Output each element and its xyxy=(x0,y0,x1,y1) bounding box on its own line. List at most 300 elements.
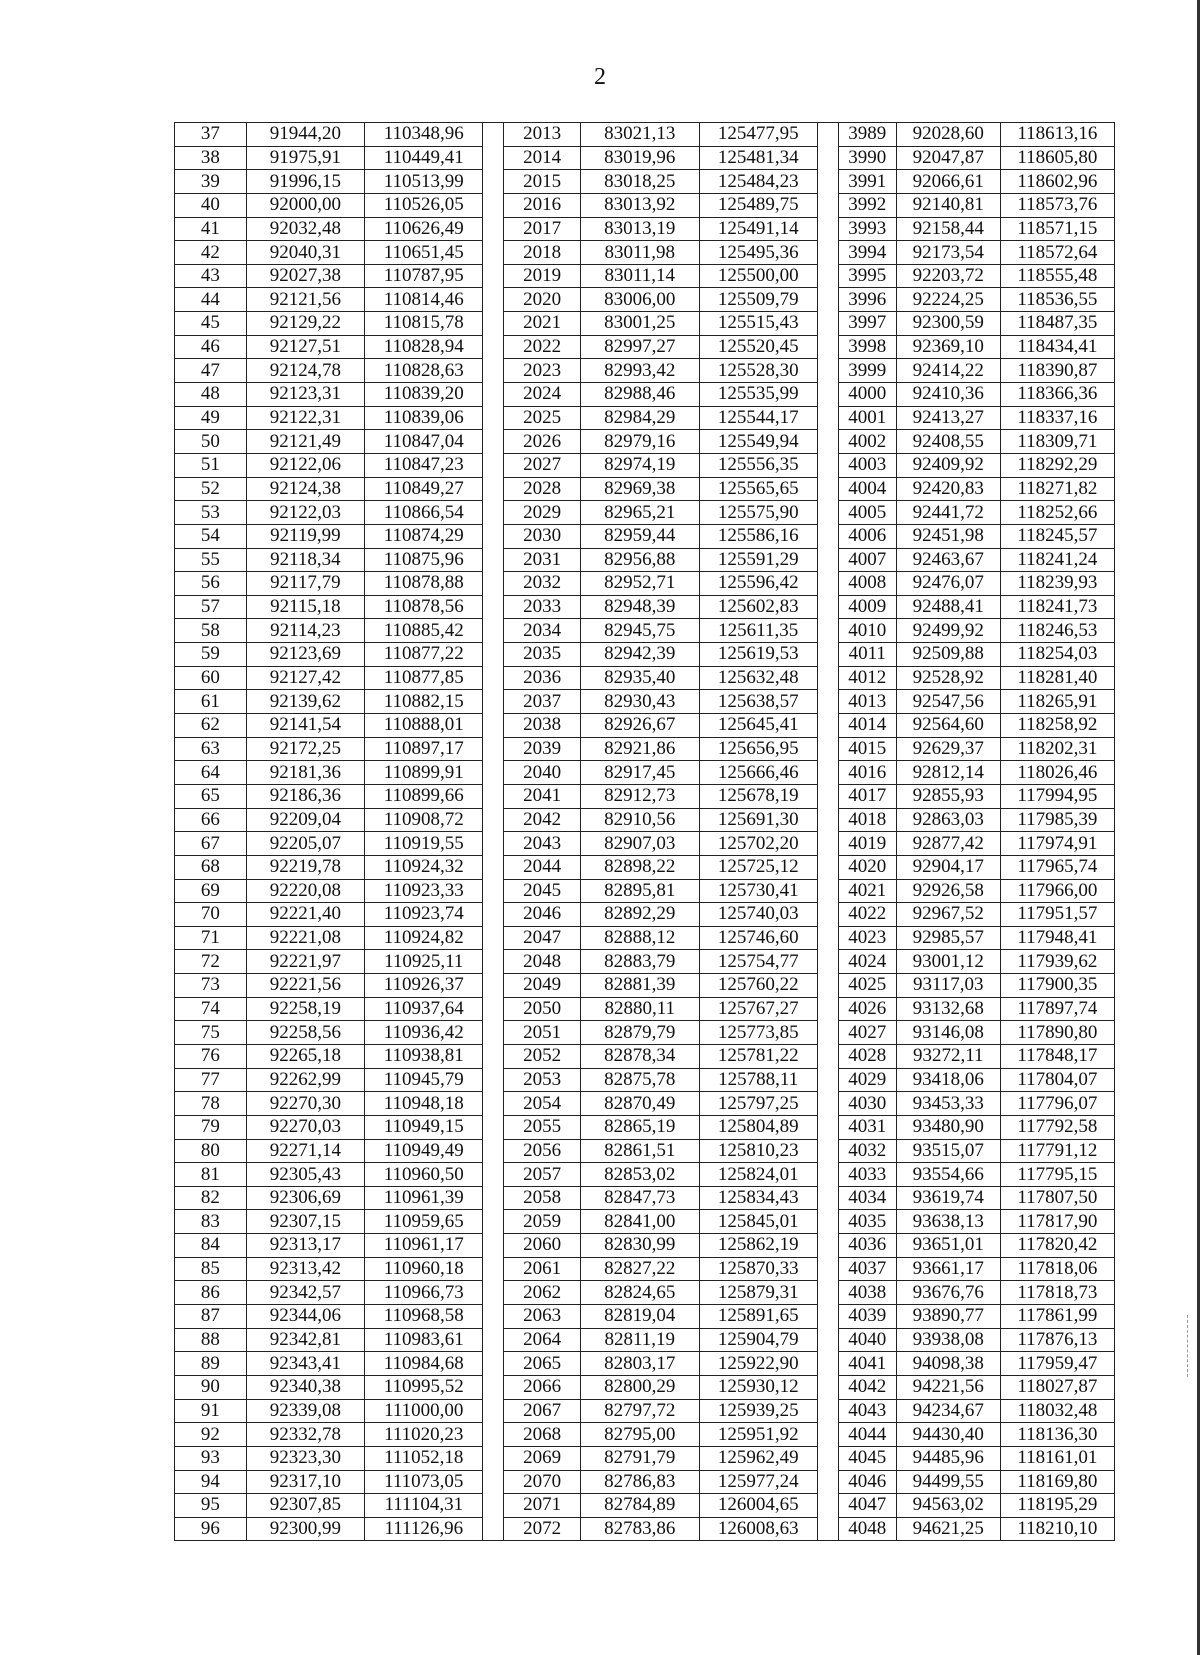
column-group-separator xyxy=(483,146,504,170)
y-coordinate-cell: 118434,41 xyxy=(1000,335,1114,359)
y-coordinate-cell: 118605,80 xyxy=(1000,146,1114,170)
column-group-separator xyxy=(817,1517,838,1541)
x-coordinate-cell: 82921,86 xyxy=(581,737,699,761)
x-coordinate-cell: 93515,07 xyxy=(896,1139,1000,1163)
x-coordinate-cell: 82912,73 xyxy=(581,784,699,808)
point-number-cell: 2064 xyxy=(504,1328,581,1352)
y-coordinate-cell: 111020,23 xyxy=(365,1423,483,1447)
x-coordinate-cell: 82795,00 xyxy=(581,1423,699,1447)
table-row xyxy=(175,1234,1115,1258)
point-number-cell: 2033 xyxy=(504,595,581,619)
x-coordinate-cell: 94485,96 xyxy=(896,1446,1000,1470)
point-number-cell: 2044 xyxy=(504,855,581,879)
point-number-cell: 4043 xyxy=(838,1399,896,1423)
column-group-separator xyxy=(817,193,838,217)
x-coordinate-cell: 82853,02 xyxy=(581,1163,699,1187)
column-group-separator xyxy=(483,217,504,241)
y-coordinate-cell: 125632,48 xyxy=(699,666,817,690)
point-number-cell: 2067 xyxy=(504,1399,581,1423)
column-group-separator xyxy=(817,1021,838,1045)
point-number-cell: 3991 xyxy=(838,170,896,194)
point-number-cell: 2040 xyxy=(504,761,581,785)
column-group-separator xyxy=(483,666,504,690)
column-group-separator xyxy=(817,1281,838,1305)
x-coordinate-cell: 92343,41 xyxy=(246,1352,364,1376)
table-row xyxy=(175,170,1115,194)
page-number: 2 xyxy=(594,64,606,90)
column-group-separator xyxy=(817,808,838,832)
point-number-cell: 43 xyxy=(175,264,247,288)
x-coordinate-cell: 93132,68 xyxy=(896,997,1000,1021)
point-number-cell: 4006 xyxy=(838,524,896,548)
table-row xyxy=(175,1092,1115,1116)
coordinates-table-body xyxy=(175,123,1115,1541)
x-coordinate-cell: 82974,19 xyxy=(581,453,699,477)
y-coordinate-cell: 118241,73 xyxy=(1000,595,1114,619)
point-number-cell: 4035 xyxy=(838,1210,896,1234)
x-coordinate-cell: 92926,58 xyxy=(896,879,1000,903)
x-coordinate-cell: 92313,42 xyxy=(246,1257,364,1281)
column-group-separator xyxy=(483,1186,504,1210)
point-number-cell: 54 xyxy=(175,524,247,548)
y-coordinate-cell: 118258,92 xyxy=(1000,714,1114,738)
x-coordinate-cell: 92313,17 xyxy=(246,1234,364,1258)
table-row xyxy=(175,406,1115,430)
y-coordinate-cell: 110815,78 xyxy=(365,312,483,336)
column-group-separator xyxy=(817,430,838,454)
x-coordinate-cell: 92855,93 xyxy=(896,784,1000,808)
x-coordinate-cell: 92032,48 xyxy=(246,217,364,241)
column-group-separator xyxy=(817,406,838,430)
x-coordinate-cell: 82819,04 xyxy=(581,1305,699,1329)
column-group-separator xyxy=(483,501,504,525)
table-row xyxy=(175,548,1115,572)
point-number-cell: 4040 xyxy=(838,1328,896,1352)
point-number-cell: 57 xyxy=(175,595,247,619)
x-coordinate-cell: 92205,07 xyxy=(246,832,364,856)
column-group-separator xyxy=(483,1163,504,1187)
x-coordinate-cell: 92306,69 xyxy=(246,1186,364,1210)
point-number-cell: 4046 xyxy=(838,1470,896,1494)
y-coordinate-cell: 125520,45 xyxy=(699,335,817,359)
x-coordinate-cell: 82883,79 xyxy=(581,950,699,974)
table-row xyxy=(175,193,1115,217)
y-coordinate-cell: 125939,25 xyxy=(699,1399,817,1423)
y-coordinate-cell: 110651,45 xyxy=(365,241,483,265)
x-coordinate-cell: 93272,11 xyxy=(896,1044,1000,1068)
point-number-cell: 2072 xyxy=(504,1517,581,1541)
x-coordinate-cell: 94621,25 xyxy=(896,1517,1000,1541)
x-coordinate-cell: 82880,11 xyxy=(581,997,699,1021)
y-coordinate-cell: 110878,56 xyxy=(365,595,483,619)
column-group-separator xyxy=(817,1328,838,1352)
point-number-cell: 2049 xyxy=(504,974,581,998)
y-coordinate-cell: 110937,64 xyxy=(365,997,483,1021)
point-number-cell: 2056 xyxy=(504,1139,581,1163)
y-coordinate-cell: 110983,61 xyxy=(365,1328,483,1352)
point-number-cell: 94 xyxy=(175,1470,247,1494)
x-coordinate-cell: 82910,56 xyxy=(581,808,699,832)
y-coordinate-cell: 118136,30 xyxy=(1000,1423,1114,1447)
column-group-separator xyxy=(483,477,504,501)
x-coordinate-cell: 83006,00 xyxy=(581,288,699,312)
x-coordinate-cell: 92499,92 xyxy=(896,619,1000,643)
y-coordinate-cell: 118271,82 xyxy=(1000,477,1114,501)
table-row xyxy=(175,264,1115,288)
y-coordinate-cell: 117994,95 xyxy=(1000,784,1114,808)
y-coordinate-cell: 125870,33 xyxy=(699,1257,817,1281)
column-group-separator xyxy=(483,383,504,407)
y-coordinate-cell: 110919,55 xyxy=(365,832,483,856)
y-coordinate-cell: 125691,30 xyxy=(699,808,817,832)
point-number-cell: 50 xyxy=(175,430,247,454)
table-row xyxy=(175,335,1115,359)
y-coordinate-cell: 125515,43 xyxy=(699,312,817,336)
x-coordinate-cell: 92451,98 xyxy=(896,524,1000,548)
table-row xyxy=(175,501,1115,525)
y-coordinate-cell: 110899,91 xyxy=(365,761,483,785)
y-coordinate-cell: 125484,23 xyxy=(699,170,817,194)
table-row xyxy=(175,997,1115,1021)
point-number-cell: 4044 xyxy=(838,1423,896,1447)
y-coordinate-cell: 125656,95 xyxy=(699,737,817,761)
y-coordinate-cell: 125773,85 xyxy=(699,1021,817,1045)
x-coordinate-cell: 82948,39 xyxy=(581,595,699,619)
column-group-separator xyxy=(483,1044,504,1068)
point-number-cell: 4021 xyxy=(838,879,896,903)
y-coordinate-cell: 125781,22 xyxy=(699,1044,817,1068)
point-number-cell: 4042 xyxy=(838,1375,896,1399)
x-coordinate-cell: 82824,65 xyxy=(581,1281,699,1305)
y-coordinate-cell: 118195,29 xyxy=(1000,1494,1114,1518)
point-number-cell: 53 xyxy=(175,501,247,525)
y-coordinate-cell: 125666,46 xyxy=(699,761,817,785)
x-coordinate-cell: 92141,54 xyxy=(246,714,364,738)
x-coordinate-cell: 92323,30 xyxy=(246,1446,364,1470)
point-number-cell: 4008 xyxy=(838,572,896,596)
table-row xyxy=(175,1044,1115,1068)
point-number-cell: 4045 xyxy=(838,1446,896,1470)
y-coordinate-cell: 118246,53 xyxy=(1000,619,1114,643)
x-coordinate-cell: 82935,40 xyxy=(581,666,699,690)
column-group-separator xyxy=(817,903,838,927)
point-number-cell: 93 xyxy=(175,1446,247,1470)
point-number-cell: 90 xyxy=(175,1375,247,1399)
x-coordinate-cell: 92344,06 xyxy=(246,1305,364,1329)
column-group-separator xyxy=(817,146,838,170)
x-coordinate-cell: 92114,23 xyxy=(246,619,364,643)
point-number-cell: 4027 xyxy=(838,1021,896,1045)
table-row xyxy=(175,1257,1115,1281)
point-number-cell: 4019 xyxy=(838,832,896,856)
point-number-cell: 2054 xyxy=(504,1092,581,1116)
column-group-separator xyxy=(483,1517,504,1541)
table-row xyxy=(175,666,1115,690)
point-number-cell: 61 xyxy=(175,690,247,714)
x-coordinate-cell: 92066,61 xyxy=(896,170,1000,194)
y-coordinate-cell: 110961,17 xyxy=(365,1234,483,1258)
point-number-cell: 2057 xyxy=(504,1163,581,1187)
point-number-cell: 92 xyxy=(175,1423,247,1447)
point-number-cell: 4039 xyxy=(838,1305,896,1329)
point-number-cell: 2021 xyxy=(504,312,581,336)
point-number-cell: 4002 xyxy=(838,430,896,454)
y-coordinate-cell: 125535,99 xyxy=(699,383,817,407)
column-group-separator xyxy=(817,241,838,265)
x-coordinate-cell: 94098,38 xyxy=(896,1352,1000,1376)
point-number-cell: 62 xyxy=(175,714,247,738)
column-group-separator xyxy=(817,1210,838,1234)
point-number-cell: 84 xyxy=(175,1234,247,1258)
table-row xyxy=(175,1115,1115,1139)
x-coordinate-cell: 92258,56 xyxy=(246,1021,364,1045)
column-group-separator xyxy=(817,926,838,950)
x-coordinate-cell: 92369,10 xyxy=(896,335,1000,359)
point-number-cell: 4036 xyxy=(838,1234,896,1258)
y-coordinate-cell: 125730,41 xyxy=(699,879,817,903)
y-coordinate-cell: 117959,47 xyxy=(1000,1352,1114,1376)
point-number-cell: 2046 xyxy=(504,903,581,927)
x-coordinate-cell: 92209,04 xyxy=(246,808,364,832)
column-group-separator xyxy=(483,643,504,667)
table-row xyxy=(175,1517,1115,1541)
x-coordinate-cell: 92224,25 xyxy=(896,288,1000,312)
y-coordinate-cell: 110984,68 xyxy=(365,1352,483,1376)
point-number-cell: 2025 xyxy=(504,406,581,430)
x-coordinate-cell: 82878,34 xyxy=(581,1044,699,1068)
point-number-cell: 2059 xyxy=(504,1210,581,1234)
table-row xyxy=(175,926,1115,950)
point-number-cell: 4025 xyxy=(838,974,896,998)
y-coordinate-cell: 118281,40 xyxy=(1000,666,1114,690)
column-group-separator xyxy=(483,1234,504,1258)
x-coordinate-cell: 92028,60 xyxy=(896,123,1000,147)
point-number-cell: 2041 xyxy=(504,784,581,808)
x-coordinate-cell: 82827,22 xyxy=(581,1257,699,1281)
y-coordinate-cell: 110839,20 xyxy=(365,383,483,407)
y-coordinate-cell: 125754,77 xyxy=(699,950,817,974)
y-coordinate-cell: 125804,89 xyxy=(699,1115,817,1139)
x-coordinate-cell: 91975,91 xyxy=(246,146,364,170)
column-group-separator xyxy=(817,453,838,477)
y-coordinate-cell: 117897,74 xyxy=(1000,997,1114,1021)
y-coordinate-cell: 125930,12 xyxy=(699,1375,817,1399)
y-coordinate-cell: 125977,24 xyxy=(699,1470,817,1494)
y-coordinate-cell: 125788,11 xyxy=(699,1068,817,1092)
y-coordinate-cell: 110348,96 xyxy=(365,123,483,147)
x-coordinate-cell: 93619,74 xyxy=(896,1186,1000,1210)
x-coordinate-cell: 82895,81 xyxy=(581,879,699,903)
y-coordinate-cell: 117804,07 xyxy=(1000,1068,1114,1092)
y-coordinate-cell: 110839,06 xyxy=(365,406,483,430)
point-number-cell: 4012 xyxy=(838,666,896,690)
y-coordinate-cell: 110897,17 xyxy=(365,737,483,761)
point-number-cell: 3996 xyxy=(838,288,896,312)
point-number-cell: 4028 xyxy=(838,1044,896,1068)
x-coordinate-cell: 92265,18 xyxy=(246,1044,364,1068)
x-coordinate-cell: 82956,88 xyxy=(581,548,699,572)
point-number-cell: 42 xyxy=(175,241,247,265)
y-coordinate-cell: 110882,15 xyxy=(365,690,483,714)
point-number-cell: 2069 xyxy=(504,1446,581,1470)
x-coordinate-cell: 92221,56 xyxy=(246,974,364,998)
x-coordinate-cell: 92124,38 xyxy=(246,477,364,501)
x-coordinate-cell: 93001,12 xyxy=(896,950,1000,974)
point-number-cell: 4001 xyxy=(838,406,896,430)
y-coordinate-cell: 117965,74 xyxy=(1000,855,1114,879)
column-group-separator xyxy=(817,288,838,312)
x-coordinate-cell: 92027,38 xyxy=(246,264,364,288)
point-number-cell: 2017 xyxy=(504,217,581,241)
x-coordinate-cell: 93938,08 xyxy=(896,1328,1000,1352)
point-number-cell: 89 xyxy=(175,1352,247,1376)
y-coordinate-cell: 118390,87 xyxy=(1000,359,1114,383)
point-number-cell: 4041 xyxy=(838,1352,896,1376)
y-coordinate-cell: 110526,05 xyxy=(365,193,483,217)
y-coordinate-cell: 125495,36 xyxy=(699,241,817,265)
table-row xyxy=(175,619,1115,643)
y-coordinate-cell: 117818,06 xyxy=(1000,1257,1114,1281)
table-row xyxy=(175,761,1115,785)
column-group-separator xyxy=(817,383,838,407)
x-coordinate-cell: 92220,08 xyxy=(246,879,364,903)
point-number-cell: 4016 xyxy=(838,761,896,785)
x-coordinate-cell: 92139,62 xyxy=(246,690,364,714)
column-group-separator xyxy=(483,548,504,572)
column-group-separator xyxy=(483,1021,504,1045)
point-number-cell: 2031 xyxy=(504,548,581,572)
y-coordinate-cell: 110966,73 xyxy=(365,1281,483,1305)
y-coordinate-cell: 125575,90 xyxy=(699,501,817,525)
column-group-separator xyxy=(483,453,504,477)
y-coordinate-cell: 110995,52 xyxy=(365,1375,483,1399)
table-row xyxy=(175,312,1115,336)
x-coordinate-cell: 92115,18 xyxy=(246,595,364,619)
point-number-cell: 41 xyxy=(175,217,247,241)
x-coordinate-cell: 92047,87 xyxy=(896,146,1000,170)
x-coordinate-cell: 82786,83 xyxy=(581,1470,699,1494)
y-coordinate-cell: 118161,01 xyxy=(1000,1446,1114,1470)
point-number-cell: 2065 xyxy=(504,1352,581,1376)
point-number-cell: 3995 xyxy=(838,264,896,288)
y-coordinate-cell: 126004,65 xyxy=(699,1494,817,1518)
point-number-cell: 59 xyxy=(175,643,247,667)
y-coordinate-cell: 118602,96 xyxy=(1000,170,1114,194)
y-coordinate-cell: 125611,35 xyxy=(699,619,817,643)
point-number-cell: 2053 xyxy=(504,1068,581,1092)
column-group-separator xyxy=(483,737,504,761)
y-coordinate-cell: 118027,87 xyxy=(1000,1375,1114,1399)
point-number-cell: 3997 xyxy=(838,312,896,336)
x-coordinate-cell: 82861,51 xyxy=(581,1139,699,1163)
point-number-cell: 72 xyxy=(175,950,247,974)
column-group-separator xyxy=(817,1446,838,1470)
y-coordinate-cell: 110847,23 xyxy=(365,453,483,477)
y-coordinate-cell: 125879,31 xyxy=(699,1281,817,1305)
point-number-cell: 2018 xyxy=(504,241,581,265)
column-group-separator xyxy=(483,903,504,927)
point-number-cell: 40 xyxy=(175,193,247,217)
x-coordinate-cell: 91996,15 xyxy=(246,170,364,194)
x-coordinate-cell: 83013,92 xyxy=(581,193,699,217)
y-coordinate-cell: 110814,46 xyxy=(365,288,483,312)
x-coordinate-cell: 93418,06 xyxy=(896,1068,1000,1092)
column-group-separator xyxy=(817,501,838,525)
x-coordinate-cell: 82945,75 xyxy=(581,619,699,643)
y-coordinate-cell: 125591,29 xyxy=(699,548,817,572)
point-number-cell: 4037 xyxy=(838,1257,896,1281)
column-group-separator xyxy=(817,761,838,785)
y-coordinate-cell: 118210,10 xyxy=(1000,1517,1114,1541)
column-group-separator xyxy=(483,193,504,217)
point-number-cell: 2034 xyxy=(504,619,581,643)
x-coordinate-cell: 92300,99 xyxy=(246,1517,364,1541)
x-coordinate-cell: 92305,43 xyxy=(246,1163,364,1187)
x-coordinate-cell: 92420,83 xyxy=(896,477,1000,501)
column-group-separator xyxy=(817,1044,838,1068)
table-row xyxy=(175,1281,1115,1305)
point-number-cell: 86 xyxy=(175,1281,247,1305)
x-coordinate-cell: 92221,97 xyxy=(246,950,364,974)
point-number-cell: 3990 xyxy=(838,146,896,170)
y-coordinate-cell: 110924,32 xyxy=(365,855,483,879)
x-coordinate-cell: 92967,52 xyxy=(896,903,1000,927)
table-row xyxy=(175,524,1115,548)
point-number-cell: 4026 xyxy=(838,997,896,1021)
y-coordinate-cell: 110866,54 xyxy=(365,501,483,525)
y-coordinate-cell: 125549,94 xyxy=(699,430,817,454)
point-number-cell: 96 xyxy=(175,1517,247,1541)
x-coordinate-cell: 94234,67 xyxy=(896,1399,1000,1423)
x-coordinate-cell: 82847,73 xyxy=(581,1186,699,1210)
table-row xyxy=(175,974,1115,998)
table-row xyxy=(175,572,1115,596)
point-number-cell: 4005 xyxy=(838,501,896,525)
y-coordinate-cell: 125586,16 xyxy=(699,524,817,548)
point-number-cell: 3993 xyxy=(838,217,896,241)
y-coordinate-cell: 125602,83 xyxy=(699,595,817,619)
table-row xyxy=(175,1021,1115,1045)
column-group-separator xyxy=(483,1446,504,1470)
x-coordinate-cell: 92127,51 xyxy=(246,335,364,359)
column-group-separator xyxy=(817,123,838,147)
x-coordinate-cell: 82803,17 xyxy=(581,1352,699,1376)
y-coordinate-cell: 118571,15 xyxy=(1000,217,1114,241)
x-coordinate-cell: 92342,57 xyxy=(246,1281,364,1305)
y-coordinate-cell: 110787,95 xyxy=(365,264,483,288)
y-coordinate-cell: 125481,34 xyxy=(699,146,817,170)
point-number-cell: 2035 xyxy=(504,643,581,667)
x-coordinate-cell: 92877,42 xyxy=(896,832,1000,856)
y-coordinate-cell: 110949,15 xyxy=(365,1115,483,1139)
table-row xyxy=(175,453,1115,477)
table-row xyxy=(175,123,1115,147)
column-group-separator xyxy=(483,832,504,856)
column-group-separator xyxy=(817,170,838,194)
y-coordinate-cell: 110877,22 xyxy=(365,643,483,667)
x-coordinate-cell: 92262,99 xyxy=(246,1068,364,1092)
point-number-cell: 3999 xyxy=(838,359,896,383)
x-coordinate-cell: 83021,13 xyxy=(581,123,699,147)
point-number-cell: 39 xyxy=(175,170,247,194)
x-coordinate-cell: 92127,42 xyxy=(246,666,364,690)
x-coordinate-cell: 92307,85 xyxy=(246,1494,364,1518)
column-group-separator xyxy=(483,1305,504,1329)
x-coordinate-cell: 82888,12 xyxy=(581,926,699,950)
y-coordinate-cell: 117939,62 xyxy=(1000,950,1114,974)
column-group-separator xyxy=(483,1115,504,1139)
y-coordinate-cell: 110948,18 xyxy=(365,1092,483,1116)
